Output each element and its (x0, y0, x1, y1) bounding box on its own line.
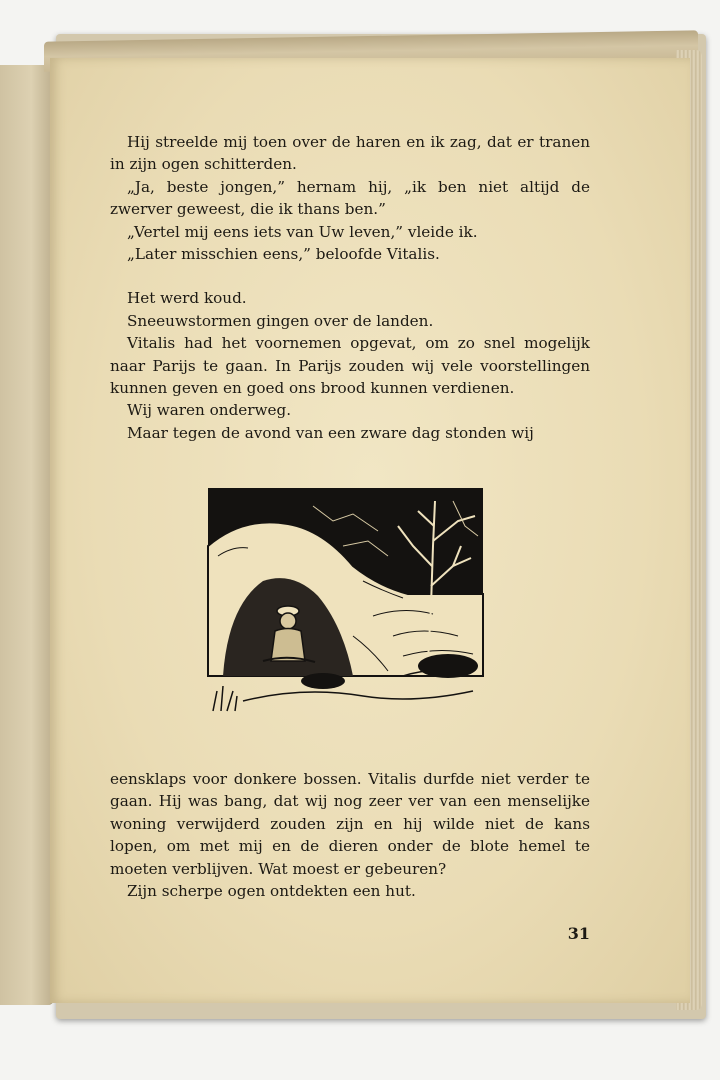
page-number: 31 (567, 924, 590, 943)
paragraph: „Ja, beste jongen,” hernam hij, „ik ben niet altijd de zwerver geweest, die ik thans ben.” (110, 177, 590, 219)
paragraph: eensklaps voor donkere bossen. Vitalis durfde niet verder te gaan. Hij was bang, dat wij nog zeer ver van een menselijke woning verwijderd zouden zijn en hij wilde niet de kans lopen, om met mij en de dieren onder de blote hemel te moeten verblijven. Wat moest er gebeuren? (110, 770, 590, 878)
paragraph: „Vertel mij eens iets van Uw leven,” vleide ik. (127, 222, 478, 241)
paragraph: Hij streelde mij toen over de haren en ik zag, dat er tranen in zijn ogen schitterden. (110, 133, 590, 174)
paragraph: Wij waren onderweg. (127, 401, 292, 420)
text-block-bottom (110, 768, 590, 902)
paragraph: Maar tegen de avond van een zware dag stonden wij (127, 423, 534, 442)
paragraph: „Later misschien eens,” beloofde Vitalis. (127, 245, 440, 264)
paragraph: Zijn scherpe ogen ontdekten een hut. (127, 882, 416, 901)
text-block-top (110, 131, 590, 444)
left-page-edge (0, 65, 54, 1005)
illustration-cave-scene (203, 486, 488, 726)
paragraph: Sneeuwstormen gingen over de landen. (127, 311, 434, 330)
paragraph: Vitalis had het voornemen opgevat, om zo snel mogelijk naar Parijs te gaan. In Parijs zouden wij vele voorstellingen kunnen geven en goed ons brood kunnen verdienen. (110, 334, 590, 398)
paragraph: Het werd koud. (127, 289, 247, 308)
book-page (50, 58, 690, 1003)
